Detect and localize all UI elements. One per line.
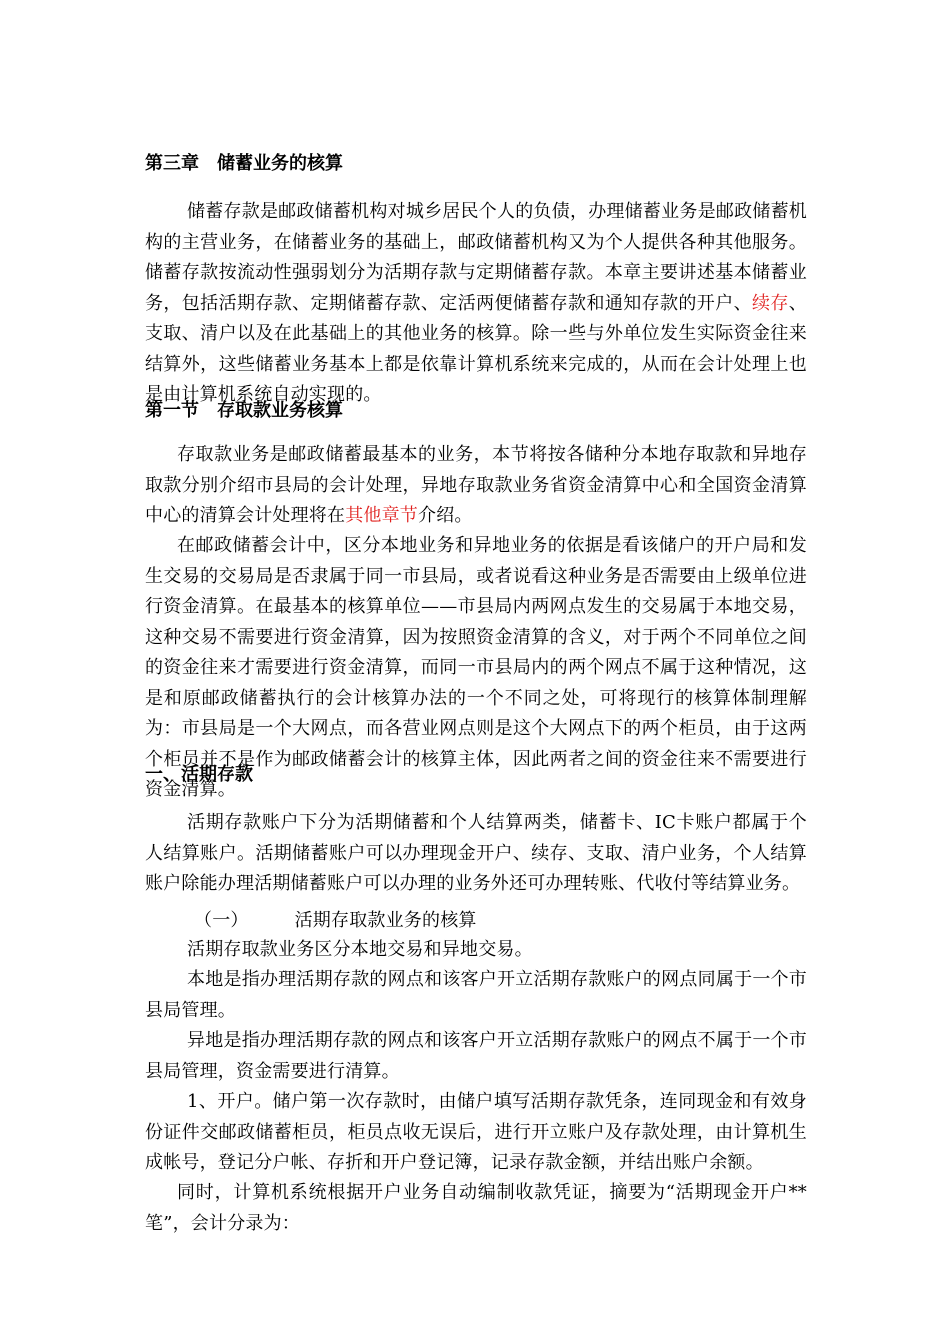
- subheading-1: [145, 906, 807, 937]
- chapter-title: 第三章 储蓄业务的核算: [145, 153, 343, 174]
- intro-text-2: 、支取、清户以及在此基础上的其他业务的核算。除一些与外单位发生实际资金往来结算外，这些储蓄业务基本上都是依靠计算机系统来完成的，从而在会计处理上也是由计算机系统自动实现的。: [145, 292, 807, 405]
- subheading-text: 活期存取款业务的核算: [294, 910, 477, 931]
- subheading-number: （一）: [194, 910, 249, 931]
- s1p1-text-1: 存取款业务是邮政储蓄最基本的业务，本节将按各储种分本地存取款和异地存取款分别介绍市县局的会计处理，异地存取款业务省资金清算中心和全国资金清算中心的清算会计处理将在: [145, 444, 807, 526]
- paragraph-remote-definition: 异地是指办理活期存款的网点和该客户开立活期存款账户的网点不属于一个市县局管理，资金需要进行清算。: [145, 1030, 807, 1082]
- s1p1-red-link: 其他章节: [345, 505, 419, 526]
- intro-red-link: 续存: [752, 292, 789, 314]
- intro-text-1: 储蓄存款是邮政储蓄机构对城乡居民个人的负债，办理储蓄业务是邮政储蓄机构的主营业务，在储蓄业务的基础上，邮政储蓄机构又为个人提供各种其他服务。储蓄存款按流动性强弱划分为活期存款与定期储蓄存款。本章主要讲述基本储蓄业务，包括活期存款、定期储蓄存款、定活两便储蓄存款和通知存款的开户、: [145, 201, 807, 314]
- paragraph-local-definition: 本地是指办理活期存款的网点和该客户开立活期存款账户的网点同属于一个市县局管理。: [145, 969, 807, 1021]
- section-paragraph-1: [145, 440, 807, 532]
- s1p1-text-2: 介绍。: [418, 505, 473, 526]
- paragraph-voucher: 同时，计算机系统根据开户业务自动编制收款凭证，摘要为“活期现金开户**笔”，会计分录为：: [145, 1182, 807, 1234]
- section-paragraph-2: 在邮政储蓄会计中，区分本地业务和异地业务的依据是看该储户的开户局和发生交易的交易局是否隶属于同一市县局，或者说看这种业务是否需要由上级单位进行资金清算。在最基本的核算单位——市县局内两网点发生的交易属于本地交易，这种交易不需要进行资金清算，因为按照资金清算的含义，对于两个不同单位之间的资金往来才需要进行资金清算，而同一市县局内的两个网点不属于这种情况，这是和原邮政储蓄执行的会计核算办法的一个不同之处，可将现行的核算体制理解为：市县局是一个大网点，而各营业网点则是这个大网点下的两个柜员，由于这两个柜员并不是作为邮政储蓄会计的核算主体，因此两者之间的资金往来不需要进行资金清算。: [145, 535, 807, 800]
- intro-paragraph: [145, 197, 807, 411]
- section-title: 第一节 存取款业务核算: [145, 400, 343, 421]
- demand-deposit-paragraph: 活期存款账户下分为活期储蓄和个人结算两类，储蓄卡、IC卡账户都属于个人结算账户。活期储蓄账户可以办理现金开户、续存、支取、清户业务，个人结算账户除能办理活期储蓄账户可以办理的业务外还可办理转账、代收付等结算业务。: [145, 812, 807, 894]
- subsection-title: 一、活期存款: [145, 764, 253, 785]
- paragraph-local-remote: 活期存取款业务区分本地交易和异地交易。: [187, 939, 533, 960]
- paragraph-account-opening: 1、开户。储户第一次存款时，由储户填写活期存款凭条，连同现金和有效身份证件交邮政储蓄柜员，柜员点收无误后，进行开立账户及存款处理，由计算机生成帐号，登记分户帐、存折和开户登记簿，记录存款金额，并结出账户余额。: [145, 1091, 807, 1173]
